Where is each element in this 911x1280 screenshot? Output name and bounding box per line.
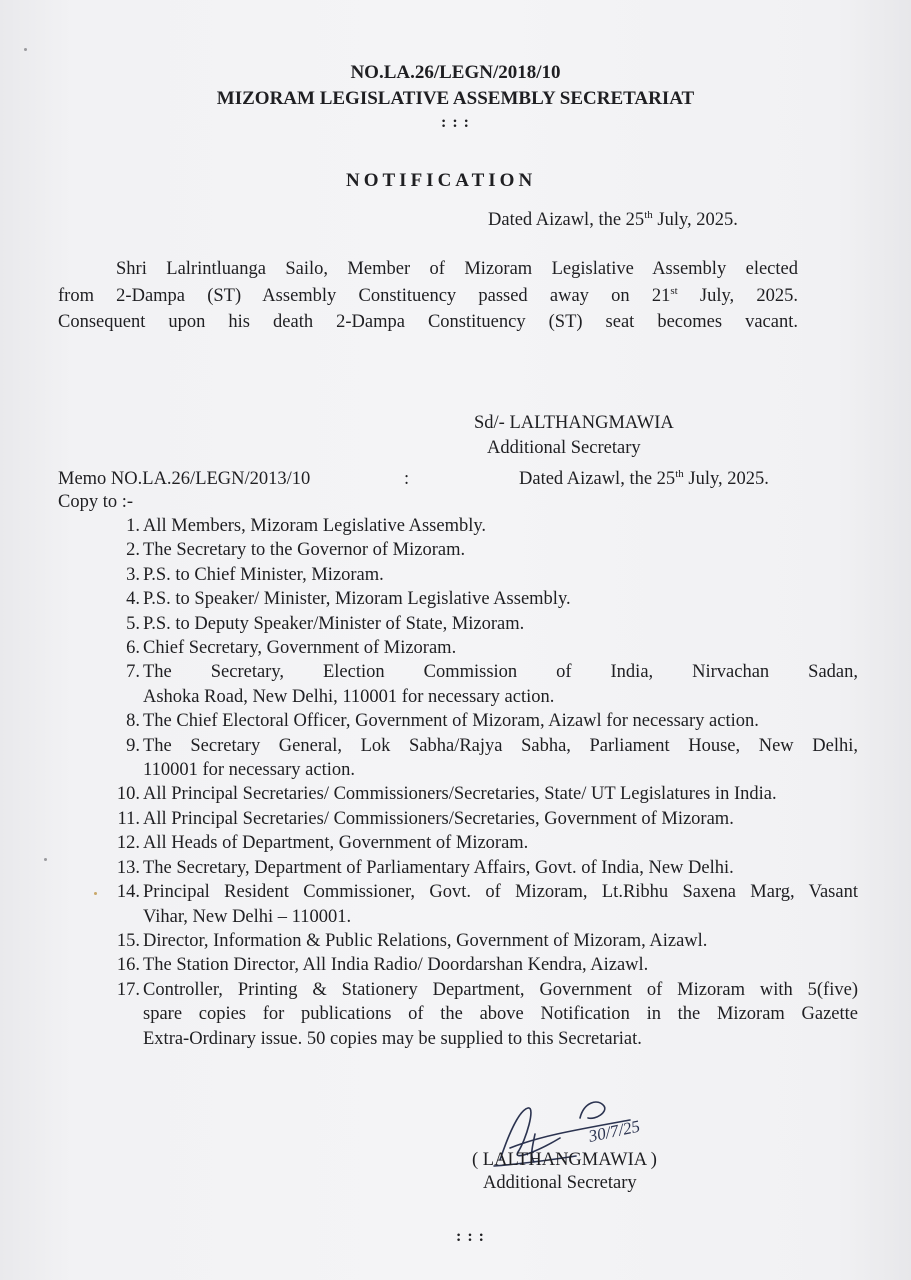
copy-list-number: 14. [116, 882, 140, 903]
copy-list-line: P.S. to Deputy Speaker/Minister of State, Mizoram. [143, 613, 525, 634]
copy-list-text [143, 856, 858, 880]
copy-list-line: All Principal Secretaries/ Commissioners/Secretaries, State/ UT Legislatures in India. [143, 784, 777, 805]
copy-list-line: All Heads of Department, Government of Mizoram. [143, 833, 529, 854]
copy-list-line: The Secretary, Election Commission of India, Nirvachan Sadan, [143, 662, 858, 683]
copy-list-number: 16. [116, 955, 140, 976]
copy-list-line: spare copies for publications of the above Notification in the Mizoram Gazette [143, 1004, 858, 1025]
copy-list-item [108, 734, 858, 783]
signatory-designation-2: Additional Secretary [483, 1173, 637, 1193]
copy-list [108, 514, 858, 1051]
copy-list-text [143, 929, 858, 953]
copy-list-item [108, 953, 858, 977]
memo-colon: : [404, 469, 410, 489]
memo-date: Dated Aizawl, the 25th July, 2025. [519, 468, 769, 489]
notification-date: Dated Aizawl, the 25th July, 2025. [488, 209, 738, 230]
signatory-designation: Additional Secretary [487, 438, 641, 458]
copy-list-number: 9. [126, 735, 140, 756]
footer-separator: : : : [456, 1228, 485, 1245]
copy-list-line: The Secretary, Department of Parliamentary Affairs, Govt. of India, New Delhi. [143, 857, 734, 878]
copy-list-line: Ashoka Road, New Delhi, 110001 for necessary action. [143, 686, 555, 707]
copy-list-item [108, 636, 858, 660]
copy-list-line: P.S. to Chief Minister, Mizoram. [143, 564, 384, 585]
copy-list-item [108, 856, 858, 880]
copy-list-item [108, 782, 858, 806]
copy-list-line: Controller, Printing & Stationery Department, Government of Mizoram with 5(five) [143, 979, 858, 1000]
copy-list-item [108, 660, 858, 709]
copy-list-item [108, 807, 858, 831]
copy-list-number: 3. [126, 564, 140, 585]
notification-title: NOTIFICATION [346, 170, 537, 191]
copy-list-line: 110001 for necessary action. [143, 760, 355, 781]
copy-list-number: 17. [116, 979, 140, 1000]
copy-list-text [143, 831, 858, 855]
copy-list-item [108, 709, 858, 733]
copy-list-number: 2. [126, 540, 140, 561]
copy-list-item [108, 538, 858, 562]
copy-list-number: 7. [126, 662, 140, 683]
scan-speck [44, 858, 47, 861]
copy-list-text [143, 880, 858, 929]
copy-list-number: 6. [126, 638, 140, 659]
copy-list-line: Vihar, New Delhi – 110001. [143, 906, 352, 927]
copy-list-number: 1. [126, 516, 140, 536]
copy-list-item [108, 978, 858, 1051]
copy-list-item [108, 563, 858, 587]
file-number: NO.LA.26/LEGN/2018/10 [350, 62, 561, 83]
copy-list-number: 11. [117, 808, 140, 829]
copy-list-number: 15. [116, 930, 140, 951]
copy-list-text [143, 807, 858, 831]
copy-list-text [143, 563, 858, 587]
copy-to-label: Copy to :- [58, 492, 134, 512]
signatory-name: Sd/- LALTHANGMAWIA [474, 413, 674, 433]
copy-list-line: All Members, Mizoram Legislative Assembly. [143, 516, 487, 536]
copy-list-item [108, 587, 858, 611]
copy-list-item [108, 831, 858, 855]
copy-list-text [143, 612, 858, 636]
copy-list-text [143, 636, 858, 660]
signature-date: 30/7/25 [586, 1116, 642, 1146]
header-separator: : : : [441, 114, 470, 131]
copy-list-item [108, 514, 858, 538]
copy-list-number: 4. [126, 589, 140, 610]
copy-list-number: 5. [126, 613, 140, 634]
copy-list-item [108, 880, 858, 929]
copy-list-line: Director, Information & Public Relations, Government of Mizoram, Aizawl. [143, 930, 708, 951]
copy-list-text [143, 587, 858, 611]
copy-list-text [143, 953, 858, 977]
copy-list-number: 10. [116, 784, 140, 805]
copy-list-line: Chief Secretary, Government of Mizoram. [143, 638, 457, 659]
copy-list-line: The Chief Electoral Officer, Government of Mizoram, Aizawl for necessary action. [143, 711, 759, 732]
copy-list-item [108, 612, 858, 636]
copy-list-line: Principal Resident Commissioner, Govt. of Mizoram, Lt.Ribhu Saxena Marg, Vasant [143, 882, 858, 903]
body-line: Shri Lalrintluanga Sailo, Member of Mizoram Legislative Assembly elected [116, 259, 798, 279]
notification-body [58, 256, 798, 336]
copy-list-number: 8. [126, 711, 140, 732]
copy-list-text [143, 734, 858, 783]
office-title: MIZORAM LEGISLATIVE ASSEMBLY SECRETARIAT [216, 88, 695, 109]
scan-speck [94, 892, 97, 895]
copy-list-text [143, 782, 858, 806]
copy-list-line: The Secretary to the Governor of Mizoram. [143, 540, 466, 561]
memo-number: Memo NO.LA.26/LEGN/2013/10 [58, 469, 311, 489]
copy-list-number: 13. [116, 857, 140, 878]
body-line: from 2-Dampa (ST) Assembly Constituency passed away on 21st July, 2025. [58, 284, 798, 306]
scan-speck [24, 48, 27, 51]
copy-list-text [143, 978, 858, 1051]
copy-list-item [108, 929, 858, 953]
copy-list-line: Extra-Ordinary issue. 50 copies may be supplied to this Secretariat. [143, 1028, 642, 1049]
copy-list-text [143, 538, 858, 562]
copy-list-text [143, 709, 858, 733]
copy-list-line: The Station Director, All India Radio/ Doordarshan Kendra, Aizawl. [143, 955, 649, 976]
copy-list-line: All Principal Secretaries/ Commissioners/Secretaries, Government of Mizoram. [143, 808, 734, 829]
copy-list-line: The Secretary General, Lok Sabha/Rajya Sabha, Parliament House, New Delhi, [143, 735, 858, 756]
copy-list-number: 12. [116, 833, 140, 854]
body-line: Consequent upon his death 2-Dampa Constituency (ST) seat becomes vacant. [58, 312, 798, 332]
copy-list-text [143, 660, 858, 709]
signatory-name-bracketed: ( LALTHANGMAWIA ) [472, 1150, 657, 1170]
copy-list-text [143, 514, 858, 538]
copy-list-line: P.S. to Speaker/ Minister, Mizoram Legislative Assembly. [143, 589, 571, 610]
